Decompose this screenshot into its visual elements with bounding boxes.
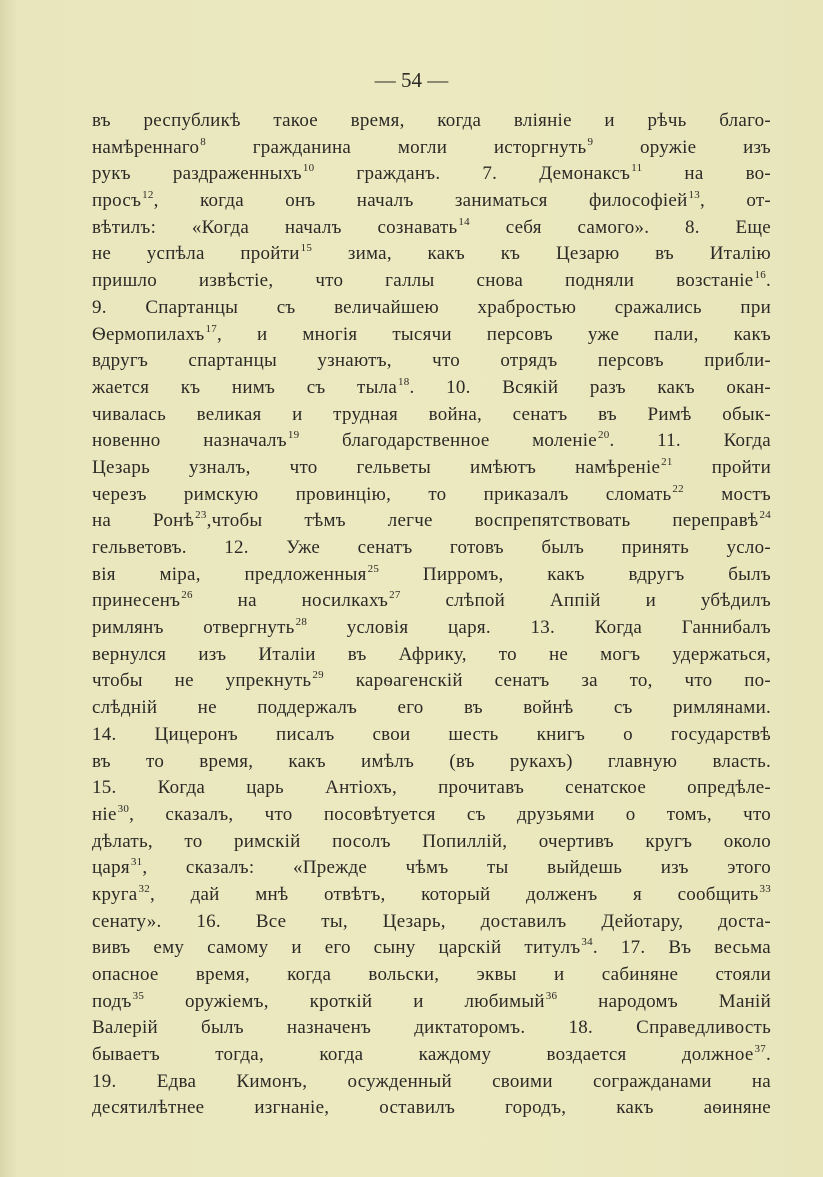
text-segment: вія міра, предложенныя — [92, 563, 367, 585]
text-line — [92, 695, 771, 722]
text-line — [92, 935, 771, 962]
footnote-marker: 26 — [181, 589, 193, 602]
footnote-marker: 19 — [287, 429, 300, 442]
text-segment: бываетъ тогда, когда каждому воздается должное — [92, 1044, 754, 1066]
text-segment: Цезарь узналъ, что гельветы имѣютъ намѣреніе — [92, 456, 661, 478]
text-line — [92, 668, 771, 695]
text-segment: новенно назначалъ — [92, 430, 287, 452]
text-segment: оружіе изъ — [593, 136, 771, 158]
text-segment: круга — [92, 883, 138, 905]
text-segment: , сказалъ, что посовѣтуется съ друзьями о томъ, что — [129, 803, 771, 825]
footnote-marker: 23 — [195, 509, 207, 522]
text-segment: царя — [92, 857, 130, 879]
text-segment: слѣдній не поддержалъ его въ войнѣ съ римлянами. — [92, 697, 771, 719]
footnote-marker: 11 — [631, 162, 643, 175]
text-segment: , когда онъ началъ заниматься философіей — [153, 190, 688, 212]
text-segment: зима, какъ къ Цезарю въ Италію — [312, 243, 772, 265]
text-line — [92, 749, 771, 776]
page-number: — 54 — — [374, 68, 449, 92]
footnote-marker: 17 — [205, 322, 217, 335]
text-segment: Пирромъ, какъ вдругъ былъ — [379, 563, 771, 585]
footnote-marker: 8 — [200, 135, 206, 148]
text-line — [92, 161, 771, 188]
text-segment: . 10. Всякій разъ какъ окан- — [409, 376, 772, 398]
text-segment: на во- — [642, 163, 772, 185]
text-line — [92, 882, 771, 909]
text-line — [92, 508, 771, 535]
footnote-marker: 12 — [142, 189, 154, 202]
text-segment: народомъ Маній — [557, 990, 771, 1012]
text-segment: 9. Спартанцы съ величайшею храбростью сражались при — [92, 296, 771, 318]
text-segment: пришло извѣстіе, что галлы снова подняли возстаніе — [92, 270, 754, 292]
text-segment: себя самого». 8. Еще — [469, 216, 771, 238]
text-segment: чтобы не упрекнуть — [92, 670, 312, 692]
text-segment: . 11. Когда — [609, 430, 771, 452]
text-segment: 14. Цицеронъ писалъ свои шесть книгъ о государствѣ — [92, 723, 771, 745]
text-segment: на носилкахъ — [192, 590, 389, 612]
footnote-marker: 37 — [754, 1043, 766, 1056]
text-segment: десятилѣтнее изгнаніе, оставилъ городъ, какъ аѳиняне — [92, 1097, 771, 1119]
text-segment: просъ — [92, 190, 142, 212]
text-line — [92, 482, 771, 509]
text-line — [92, 215, 771, 242]
text-line — [92, 989, 771, 1016]
footnote-marker: 16 — [754, 269, 766, 282]
text-line — [92, 428, 771, 455]
text-segment: римлянъ отвергнуть — [92, 617, 295, 639]
footnote-marker: 18 — [398, 375, 410, 388]
text-segment: . 17. Въ весьма — [592, 937, 771, 959]
text-line — [92, 615, 771, 642]
text-line — [92, 802, 771, 829]
text-line — [92, 1042, 771, 1069]
footnote-marker: 14 — [458, 215, 470, 228]
text-line — [92, 135, 771, 162]
footnote-marker: 36 — [545, 989, 558, 1002]
text-segment: благодарственное моленіе — [299, 430, 597, 452]
text-segment: жается къ нимъ съ тыла — [92, 376, 398, 398]
footnote-marker: 29 — [312, 669, 324, 682]
footnote-marker: 32 — [138, 882, 150, 895]
text-segment: намѣреннаго — [92, 136, 200, 158]
text-segment: опасное время, когда вольски, эквы и сабиняне стояли — [92, 964, 771, 985]
text-segment: не успѣла пройти — [92, 243, 300, 265]
text-segment: гражданъ. 7. Демонаксъ — [314, 163, 631, 185]
text-line — [92, 268, 771, 295]
text-segment: карѳагенскій сенатъ за то, что по- — [323, 670, 771, 692]
footnote-marker: 34 — [581, 936, 593, 949]
text-segment: дѣлать, то римскій посолъ Попиллій, очертивъ кругъ около — [92, 830, 771, 852]
footnote-marker: 31 — [130, 856, 143, 869]
footnote-marker: 28 — [295, 616, 308, 629]
text-segment: мостъ — [683, 483, 771, 505]
text-line — [92, 348, 771, 375]
text-line — [92, 562, 771, 589]
footnote-marker: 21 — [661, 455, 673, 468]
footnote-marker: 22 — [672, 482, 684, 495]
text-line — [92, 722, 771, 749]
text-segment: Валерій былъ назначенъ диктаторомъ. 18. Справедливость — [92, 1017, 771, 1039]
text-segment: вѣтилъ: «Когда началъ сознавать — [92, 216, 458, 238]
text-line — [92, 1069, 771, 1096]
text-line — [92, 855, 771, 882]
footnote-marker: 13 — [688, 189, 701, 202]
text-segment: 15. Когда царь Антіохъ, прочитавъ сенатское опредѣле- — [92, 777, 771, 799]
text-segment: . — [766, 1044, 771, 1066]
footnote-marker: 15 — [300, 242, 313, 255]
footnote-marker: 27 — [389, 589, 401, 602]
text-segment: гражданина могли исторгнуть — [205, 136, 587, 158]
text-segment: Ѳермопилахъ — [92, 323, 205, 345]
text-segment: , сказалъ: «Прежде чѣмъ ты выйдешь изъ этого — [142, 857, 771, 879]
text-line — [92, 588, 771, 615]
text-segment: въ республикѣ такое время, когда вліяніе и рѣчь благо- — [92, 110, 771, 131]
text-line — [92, 455, 771, 482]
text-segment: , от- — [700, 190, 771, 212]
footnote-marker: 20 — [597, 429, 610, 442]
text-segment: вернулся изъ Италіи въ Африку, то не могъ удержаться, — [92, 643, 771, 665]
text-segment: гельветовъ. 12. Уже сенатъ готовъ былъ принять усло- — [92, 537, 771, 558]
text-segment: , и многія тысячи персовъ уже пали, какъ — [217, 323, 771, 345]
text-line — [92, 241, 771, 268]
text-segment: пройти — [672, 456, 771, 478]
footnote-marker: 35 — [132, 989, 145, 1002]
text-segment: , дай мнѣ отвѣтъ, который долженъ я сообщить — [149, 883, 759, 905]
text-line — [92, 402, 771, 429]
text-line — [92, 962, 771, 989]
text-line — [92, 642, 771, 669]
text-segment: чивалась великая и трудная война, сенатъ въ Римѣ обык- — [92, 403, 771, 425]
page-body-text — [92, 108, 771, 1122]
text-segment: 19. Едва Кимонъ, осужденный своими согражданами на — [92, 1070, 771, 1092]
text-segment: въ то время, какъ имѣлъ (въ рукахъ) главную власть. — [92, 750, 771, 772]
text-segment: подъ — [92, 990, 132, 1012]
footnote-marker: 25 — [367, 562, 380, 575]
text-segment: рукъ раздраженныхъ — [92, 163, 302, 185]
text-line — [92, 108, 771, 135]
text-segment: черезъ римскую провинцію, то приказалъ сломать — [92, 483, 672, 505]
text-line — [92, 322, 771, 349]
text-line — [92, 909, 771, 936]
text-line — [92, 535, 771, 562]
text-segment: вивъ ему самому и его сыну царскій титулъ — [92, 937, 581, 959]
text-line — [92, 1015, 771, 1042]
text-segment: вдругъ спартанцы узнаютъ, что отрядъ персовъ прибли- — [92, 350, 771, 372]
text-segment: принесенъ — [92, 590, 181, 612]
text-segment: сенату». 16. Все ты, Цезарь, доставилъ Дейотару, доста- — [92, 910, 771, 932]
footnote-marker: 24 — [759, 509, 771, 522]
text-line — [92, 375, 771, 402]
text-segment: условія царя. 13. Когда Ганнибалъ — [307, 617, 771, 639]
footnote-marker: 30 — [117, 802, 130, 815]
text-segment: ,чтобы тѣмъ легче воспрепятствовать переправѣ — [206, 510, 759, 532]
text-line — [92, 188, 771, 215]
text-line — [92, 775, 771, 802]
footnote-marker: 33 — [759, 882, 771, 895]
text-segment: . — [766, 270, 771, 292]
text-segment: ніе — [92, 803, 117, 825]
footnote-marker: 9 — [587, 135, 594, 148]
footnote-marker: 10 — [302, 162, 315, 175]
text-line — [92, 1095, 771, 1122]
text-line — [92, 829, 771, 856]
text-segment: на Ронѣ — [92, 510, 195, 532]
text-segment: слѣпой Аппій и убѣдилъ — [400, 590, 771, 612]
text-segment: оружіемъ, кроткій и любимый — [144, 990, 545, 1012]
text-line — [92, 295, 771, 322]
